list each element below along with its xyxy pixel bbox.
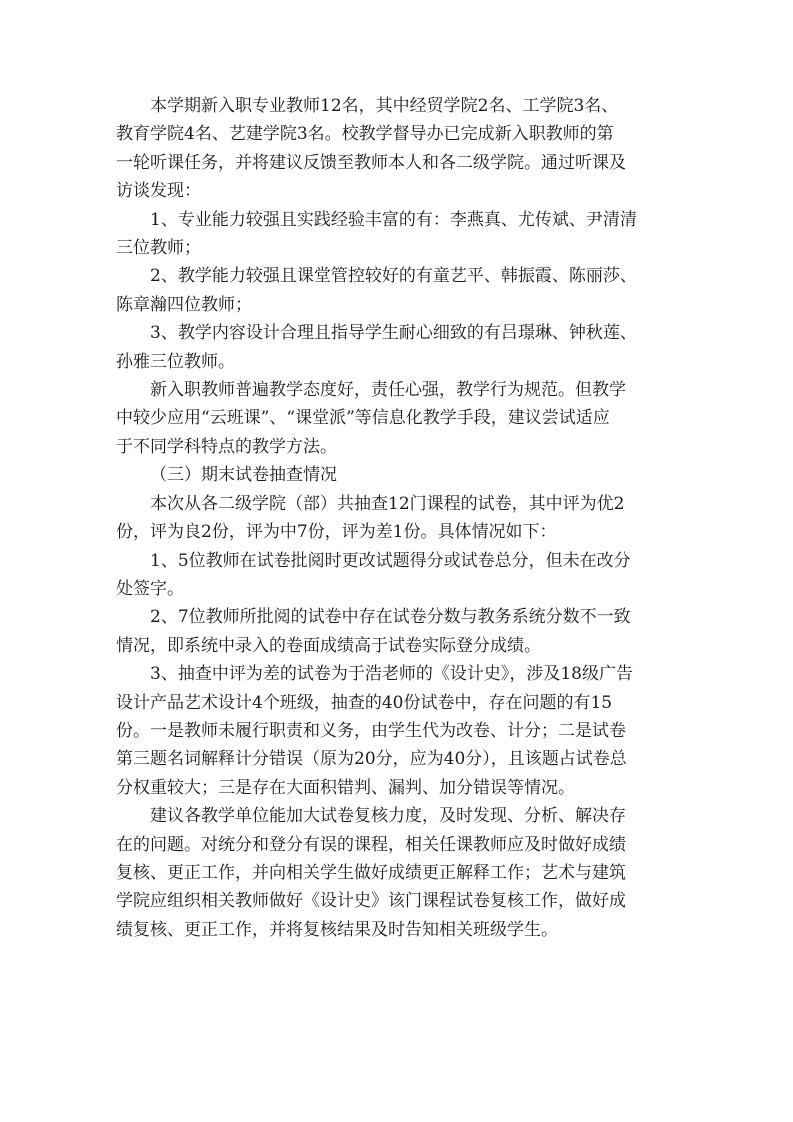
text-line: 2、教学能力较强且课堂管控较好的有童艺平、韩振霞、陈丽莎、: [150, 266, 637, 287]
text-line: （三）期末试卷抽查情况: [150, 465, 337, 486]
text-line: 陈章瀚四位教师；: [116, 294, 252, 315]
text-line: 本次从各二级学院（部）共抽查12门课程的试卷，其中评为优2: [150, 493, 625, 514]
text-line: 第三题名词解释计分错误（原为20分，应为40分），且该题占试卷总: [116, 749, 627, 770]
text-line: 分权重较大；三是存在大面积错判、漏判、加分错误等情况。: [116, 777, 575, 798]
text-line: 份。一是教师未履行职责和义务，由学生代为改卷、计分；二是试卷: [116, 720, 626, 741]
text-line: 3、教学内容设计合理且指导学生耐心细致的有吕璟琳、钟秋莲、: [150, 323, 637, 344]
text-line: 中较少应用“云班课”、“课堂派”等信息化教学手段，建议尝试适应: [116, 408, 610, 429]
text-line: 三位教师；: [116, 238, 201, 259]
text-line: 本学期新入职专业教师12名，其中经贸学院2名、工学院3名、: [150, 96, 619, 116]
text-line: 孙雅三位教师。: [116, 351, 235, 372]
text-line: 处签字。: [116, 578, 184, 599]
text-line: 情况，即系统中录入的卷面成绩高于试卷实际登分成绩。: [116, 635, 541, 656]
text-line: 教育学院4名、艺建学院3名。校教学督导办已完成新入职教师的第: [116, 124, 614, 145]
text-line: 新入职教师普遍教学态度好，责任心强，教学行为规范。但教学: [150, 380, 626, 401]
text-line: 3、抽查中评为差的试卷为于浩老师的《设计史》，涉及18级广告: [150, 664, 633, 685]
text-line: 复核、更正工作，并向相关学生做好成绩更正解释工作；艺术与建筑: [116, 862, 626, 883]
document-body: [116, 92, 681, 944]
text-line: 学院应组织相关教师做好《设计史》该门课程试卷复核工作，做好成: [116, 891, 626, 912]
text-line: 建议各教学单位能加大试卷复核力度，及时发现、分析、解决存: [150, 806, 626, 827]
text-line: 1、5位教师在试卷批阅时更改试题得分或试卷总分，但未在改分: [150, 550, 631, 571]
text-line: 在的问题。对统分和登分有误的课程，相关任课教师应及时做好成绩: [116, 834, 626, 855]
text-line: 份，评为良2份，评为中7份，评为差1份。具体情况如下：: [116, 522, 557, 543]
text-line: 于不同学科特点的教学方法。: [116, 436, 337, 457]
text-line: 绩复核、更正工作，并将复核结果及时告知相关班级学生。: [116, 919, 558, 940]
text-line: 访谈发现：: [116, 181, 201, 202]
text-line: 2、7位教师所批阅的试卷中存在试卷分数与教务系统分数不一致: [150, 607, 631, 628]
text-line: 1、专业能力较强且实践经验丰富的有：李燕真、尤传斌、尹清清: [150, 209, 637, 230]
text-line: 设计产品艺术设计4个班级，抽查的40份试卷中，存在问题的有15: [116, 692, 613, 713]
text-line: 一轮听课任务，并将建议反馈至教师本人和各二级学院。通过听课及: [116, 152, 626, 173]
